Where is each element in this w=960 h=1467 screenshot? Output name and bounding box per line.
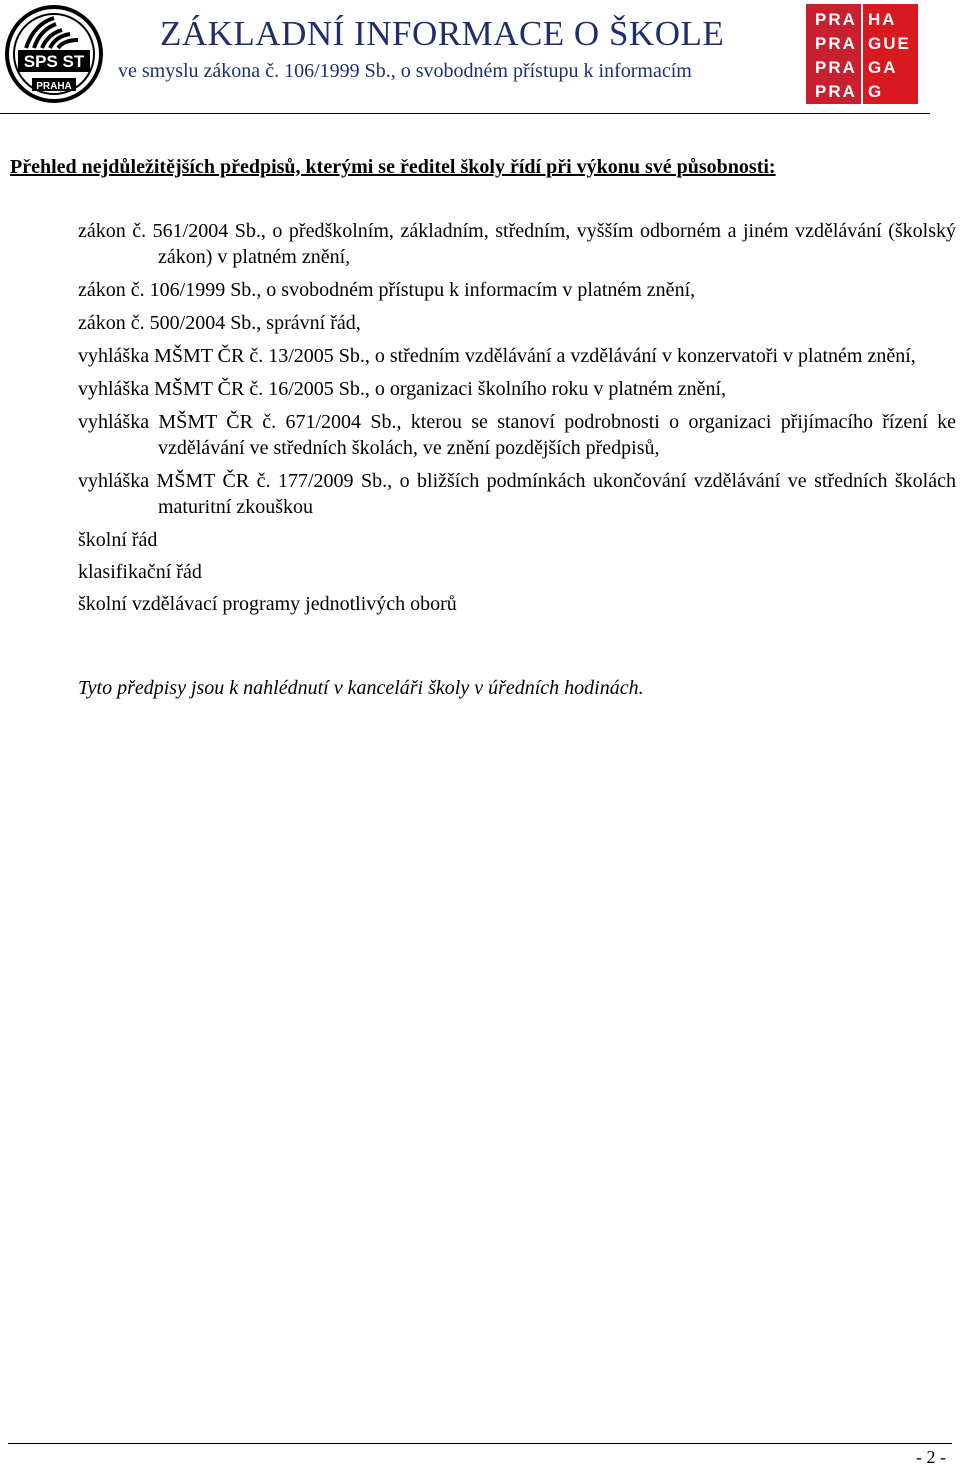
footer-divider [8,1443,952,1444]
list-item: školní vzdělávací programy jednotlivých oborů [78,593,457,615]
list-item: zákon č. 561/2004 Sb., o předškolním, základním, středním, vyšším odborném a jiném vzdělávání (školský zákon) v platném znění, [78,220,956,268]
list-item: vyhláška MŠMT ČR č. 177/2009 Sb., o bližších podmínkách ukončování vzdělávání ve středních školách maturitní zkouškou [78,470,956,518]
closing-note: Tyto předpisy jsou k nahlédnutí v kanceláři školy v úředních hodinách. [78,677,644,699]
praha-logo-r2-left: PRA [815,34,857,53]
list-item: školní řád [78,529,158,551]
title-block [118,14,798,83]
list-item: klasifikační řád [78,561,202,583]
list-item: vyhláška MŠMT ČR č. 671/2004 Sb., kterou se stanoví podrobnosti o organizaci přijímacího řízení ke vzdělávání ve středních školách, ve znění pozdějších předpisů, [78,411,956,459]
praha-logo [806,4,918,104]
page-title: ZÁKLADNÍ INFORMACE O ŠKOLE [160,14,725,53]
praha-logo-r1-left: PRA [815,10,857,29]
school-logo [4,4,104,104]
praha-logo-r3-right: GA [868,58,898,77]
page-subtitle: ve smyslu zákona č. 106/1999 Sb., o svobodném přístupu k informacím [118,60,692,82]
logo-left-text-top: SPS ST [23,52,85,71]
page-header [0,0,960,112]
list-item: zákon č. 500/2004 Sb., správní řád, [78,312,361,334]
praha-logo-r4-left: PRA [815,82,857,101]
page-number: - 2 - [916,1447,946,1467]
regulations-list [78,218,956,623]
praha-logo-r4-right: G [868,82,884,101]
praha-logo-r3-left: PRA [815,58,857,77]
header-divider [0,113,930,114]
list-item: vyhláška MŠMT ČR č. 16/2005 Sb., o organizaci školního roku v platném znění, [78,378,727,400]
praha-logo-r1-right: HA [868,10,897,29]
praha-logo-r2-right: GUE [868,34,911,53]
list-item: vyhláška MŠMT ČR č. 13/2005 Sb., o středním vzdělávání a vzdělávání v konzervatoři v platném znění, [78,345,916,367]
section-heading: Přehled nejdůležitějších předpisů, kterými se ředitel školy řídí při výkonu své působnosti: [10,156,776,178]
logo-left-text-bottom: PRAHA [36,81,72,92]
list-item: zákon č. 106/1999 Sb., o svobodném přístupu k informacím v platném znění, [78,279,696,301]
